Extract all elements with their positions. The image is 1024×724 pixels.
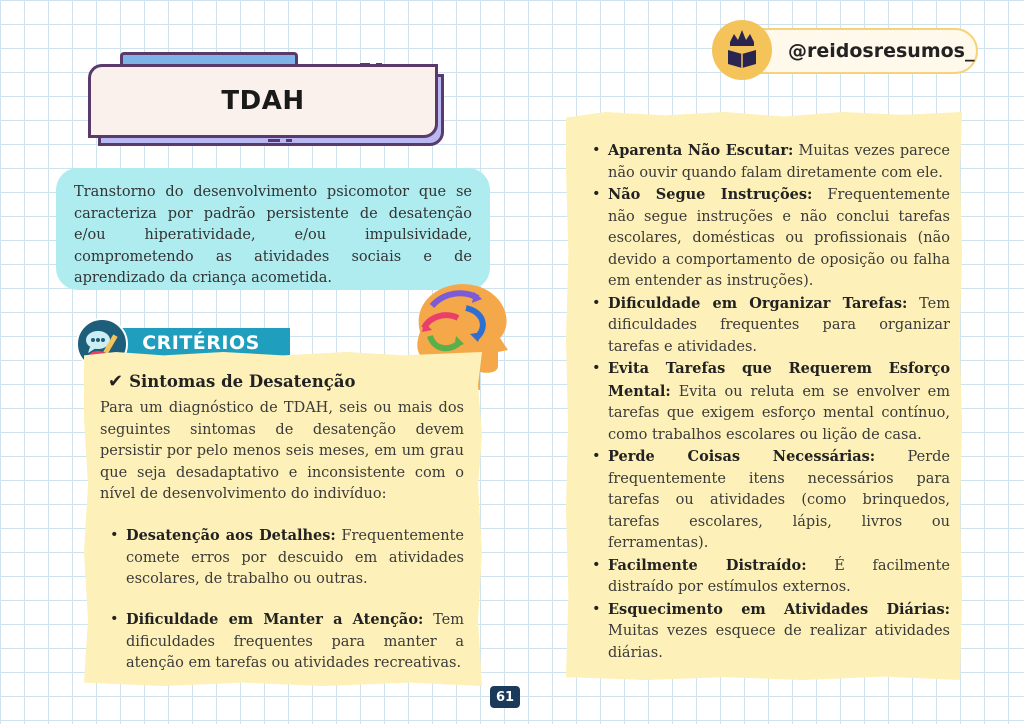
list-item xyxy=(108,525,464,591)
item-text: Tem dificuldades frequentes para manter a atenção em tarefas ou atividades recreativas. xyxy=(126,612,464,671)
crown-book-logo-icon xyxy=(712,20,772,80)
list-item xyxy=(108,609,464,675)
title-banner xyxy=(88,64,438,138)
list-item xyxy=(590,358,950,446)
page-title: TDAH xyxy=(221,86,305,116)
item-title: Dificuldade em Organizar Tarefas: xyxy=(608,294,908,312)
item-text: Muitas vezes parece não ouvir quando falam diretamente com ele. xyxy=(608,143,951,181)
subsection-header xyxy=(108,371,356,392)
symptom-list-left xyxy=(108,609,464,675)
banner-tick xyxy=(360,63,370,66)
list-item xyxy=(590,446,950,555)
symptom-list-right xyxy=(590,140,950,664)
item-title: Não Segue Instruções: xyxy=(608,186,813,203)
page-number: 61 xyxy=(490,686,520,708)
banner-tick xyxy=(376,63,382,66)
item-title: Perde Coisas Necessárias: xyxy=(608,448,876,465)
criteria-label: CRITÉRIOS xyxy=(142,332,260,354)
item-text: Muitas vezes esquece de realizar atividades diárias. xyxy=(608,623,950,661)
item-text: Evita ou reluta em se envolver em tarefas que exigem esforço mental contínuo, como trabalhos escolares ou lição de casa. xyxy=(608,383,950,443)
item-title: Esquecimento em Atividades Diárias: xyxy=(608,600,950,618)
item-title: Facilmente Distraído: xyxy=(608,556,807,574)
banner-tick xyxy=(268,139,280,142)
item-text: Tem dificuldades frequentes para organizar tarefas e atividades. xyxy=(608,295,950,355)
item-title: Desatenção aos Detalhes: xyxy=(126,527,336,544)
list-item xyxy=(590,599,950,665)
banner-tick xyxy=(286,139,292,142)
author-handle: @reidosresumos_ xyxy=(788,40,975,62)
item-text: Perde frequentemente itens necessários para tarefas ou atividades (como brinquedos, tarefas escolares, lápis, livros ou ferramentas). xyxy=(608,449,950,551)
item-title: Dificuldade em Manter a Atenção: xyxy=(126,611,424,628)
list-item xyxy=(590,184,950,293)
item-title: Aparenta Não Escutar: xyxy=(608,142,794,159)
item-text: É facilmente distraído por estímulos externos. xyxy=(608,557,950,595)
list-item xyxy=(590,293,950,359)
list-item xyxy=(590,140,950,184)
list-item xyxy=(590,555,950,599)
definition-box: Transtorno do desenvolvimento psicomotor que se caracteriza por padrão persistente de desatenção e/ou hiperatividade, e/ou impulsividade, comprometendo as atividades sociais e de aprendizado da criança acometida. xyxy=(56,168,490,290)
subsection-title: Sintomas de Desatenção xyxy=(129,372,356,391)
item-title: Evita Tarefas que Requerem Esforço Mental: xyxy=(608,360,950,400)
intro-paragraph: Para um diagnóstico de TDAH, seis ou mais dos seguintes sintomas de desatenção devem persistir por pelo menos seis meses, em um grau que seja desadaptativo e inconsistente com o nível de desenvolvimento do indivíduo: xyxy=(100,400,464,502)
checkmark-icon: ✔ xyxy=(108,371,124,392)
item-text: Frequentemente não segue instruções e não conclui tarefas escolares, domésticas ou profissionais (não devido a comportamento de oposição ou falha em entender as instruções). xyxy=(608,187,950,289)
symptom-list-left xyxy=(108,525,464,591)
item-text: Frequentemente comete erros por descuido em atividades escolares, de trabalho ou outras. xyxy=(126,528,464,587)
